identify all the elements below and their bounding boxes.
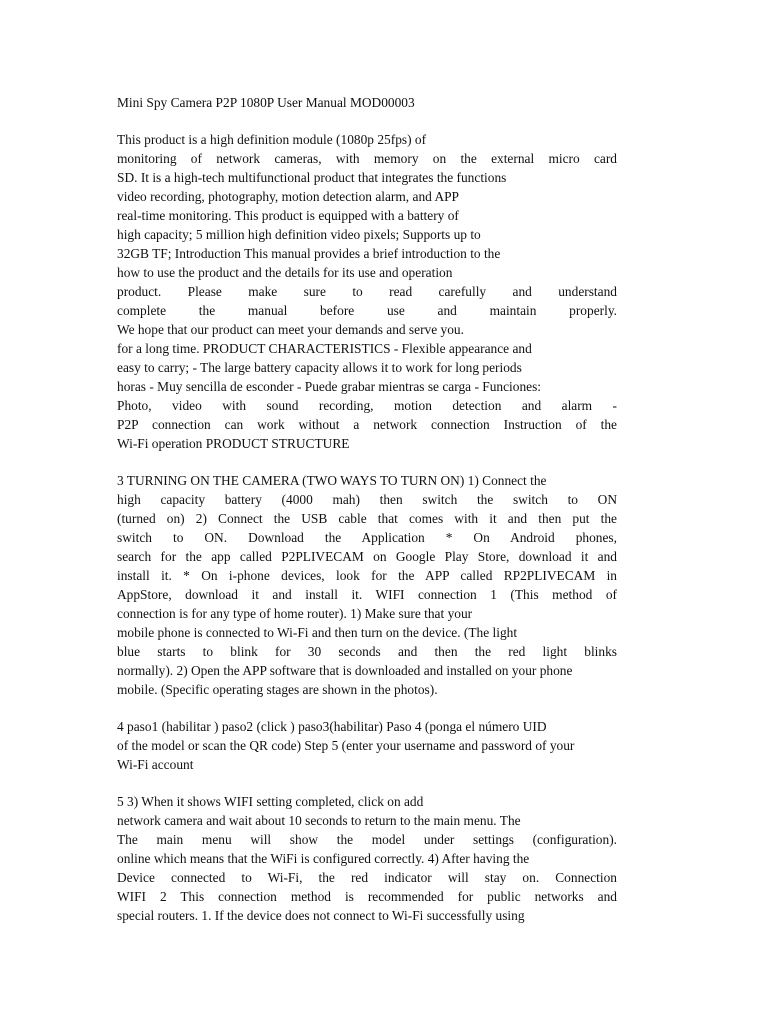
paragraph <box>117 792 617 925</box>
paragraph-line: WIFI 2 This connection method is recommended for public networks and <box>117 889 617 904</box>
paragraph-line: normally). 2) Open the APP software that is downloaded and installed on your phone <box>117 663 573 678</box>
paragraph-line: Photo, video with sound recording, motion detection and alarm - <box>117 398 617 413</box>
paragraph-line: 5 3) When it shows WIFI setting completed, click on add <box>117 794 424 809</box>
paragraph-spacer <box>117 453 617 471</box>
paragraph-line: video recording, photography, motion detection alarm, and APP <box>117 189 460 204</box>
paragraph-line: mobile phone is connected to Wi-Fi and then turn on the device. (The light <box>117 625 518 640</box>
paragraph-line: network camera and wait about 10 seconds to return to the main menu. The <box>117 813 521 828</box>
paragraph-line: product. Please make sure to read carefully and understand <box>117 284 617 299</box>
paragraph-line: install it. * On i-phone devices, look for the APP called RP2PLIVECAM in <box>117 568 617 583</box>
paragraph-line: mobile. (Specific operating stages are shown in the photos). <box>117 682 438 697</box>
paragraph-line: The main menu will show the model under settings (configuration). <box>117 832 617 847</box>
paragraph-line: switch to ON. Download the Application * On Android phones, <box>117 530 617 545</box>
paragraph-line: connection is for any type of home router). 1) Make sure that your <box>117 606 473 621</box>
paragraph-line: for a long time. PRODUCT CHARACTERISTICS - Flexible appearance and <box>117 341 532 356</box>
paragraph-line: Device connected to Wi-Fi, the red indicator will stay on. Connection <box>117 870 617 885</box>
paragraph-line: horas - Muy sencilla de esconder - Puede grabar mientras se carga - Funciones: <box>117 379 542 394</box>
paragraph-line: high capacity; 5 million high definition video pixels; Supports up to <box>117 227 481 242</box>
paragraph-line: high capacity battery (4000 mah) then switch the switch to ON <box>117 492 617 507</box>
paragraph-line: search for the app called P2PLIVECAM on Google Play Store, download it and <box>117 549 617 564</box>
paragraph-line: AppStore, download it and install it. WIFI connection 1 (This method of <box>117 587 617 602</box>
paragraph-line: P2P connection can work without a network connection Instruction of the <box>117 417 617 432</box>
paragraph-line: real-time monitoring. This product is equipped with a battery of <box>117 208 459 223</box>
paragraph-line: Wi-Fi operation PRODUCT STRUCTURE <box>117 436 350 451</box>
paragraph-line: how to use the product and the details for its use and operation <box>117 265 453 280</box>
paragraph-spacer <box>117 112 617 130</box>
document-title: Mini Spy Camera P2P 1080P User Manual MOD00003 <box>117 95 415 110</box>
paragraph-line: complete the manual before use and maintain properly. <box>117 303 617 318</box>
paragraph-line: 4 paso1 (habilitar ) paso2 (click ) paso3(habilitar) Paso 4 (ponga el número UID <box>117 719 547 734</box>
paragraph-line: special routers. 1. If the device does not connect to Wi-Fi successfully using <box>117 908 525 923</box>
paragraph-line: blue starts to blink for 30 seconds and then the red light blinks <box>117 644 617 659</box>
paragraph-spacer <box>117 774 617 792</box>
paragraph-line: (turned on) 2) Connect the USB cable that comes with it and then put the <box>117 511 617 526</box>
paragraph-line: 32GB TF; Introduction This manual provides a brief introduction to the <box>117 246 501 261</box>
paragraph-line: of the model or scan the QR code) Step 5 (enter your username and password of your <box>117 738 575 753</box>
paragraph-line: 3 TURNING ON THE CAMERA (TWO WAYS TO TURN ON) 1) Connect the <box>117 473 547 488</box>
document-body <box>117 93 617 925</box>
paragraph-line: monitoring of network cameras, with memory on the external micro card <box>117 151 617 166</box>
paragraph <box>117 471 617 699</box>
paragraph-line: We hope that our product can meet your demands and serve you. <box>117 322 464 337</box>
paragraph <box>117 717 617 774</box>
paragraph-spacer <box>117 699 617 717</box>
paragraph-line: online which means that the WiFi is configured correctly. 4) After having the <box>117 851 530 866</box>
paragraph-line: easy to carry; - The large battery capacity allows it to work for long periods <box>117 360 522 375</box>
paragraph-line: Wi-Fi account <box>117 757 194 772</box>
paragraph <box>117 130 617 453</box>
paragraph-line: This product is a high definition module (1080p 25fps) of <box>117 132 427 147</box>
paragraph-line: SD. It is a high-tech multifunctional product that integrates the functions <box>117 170 507 185</box>
